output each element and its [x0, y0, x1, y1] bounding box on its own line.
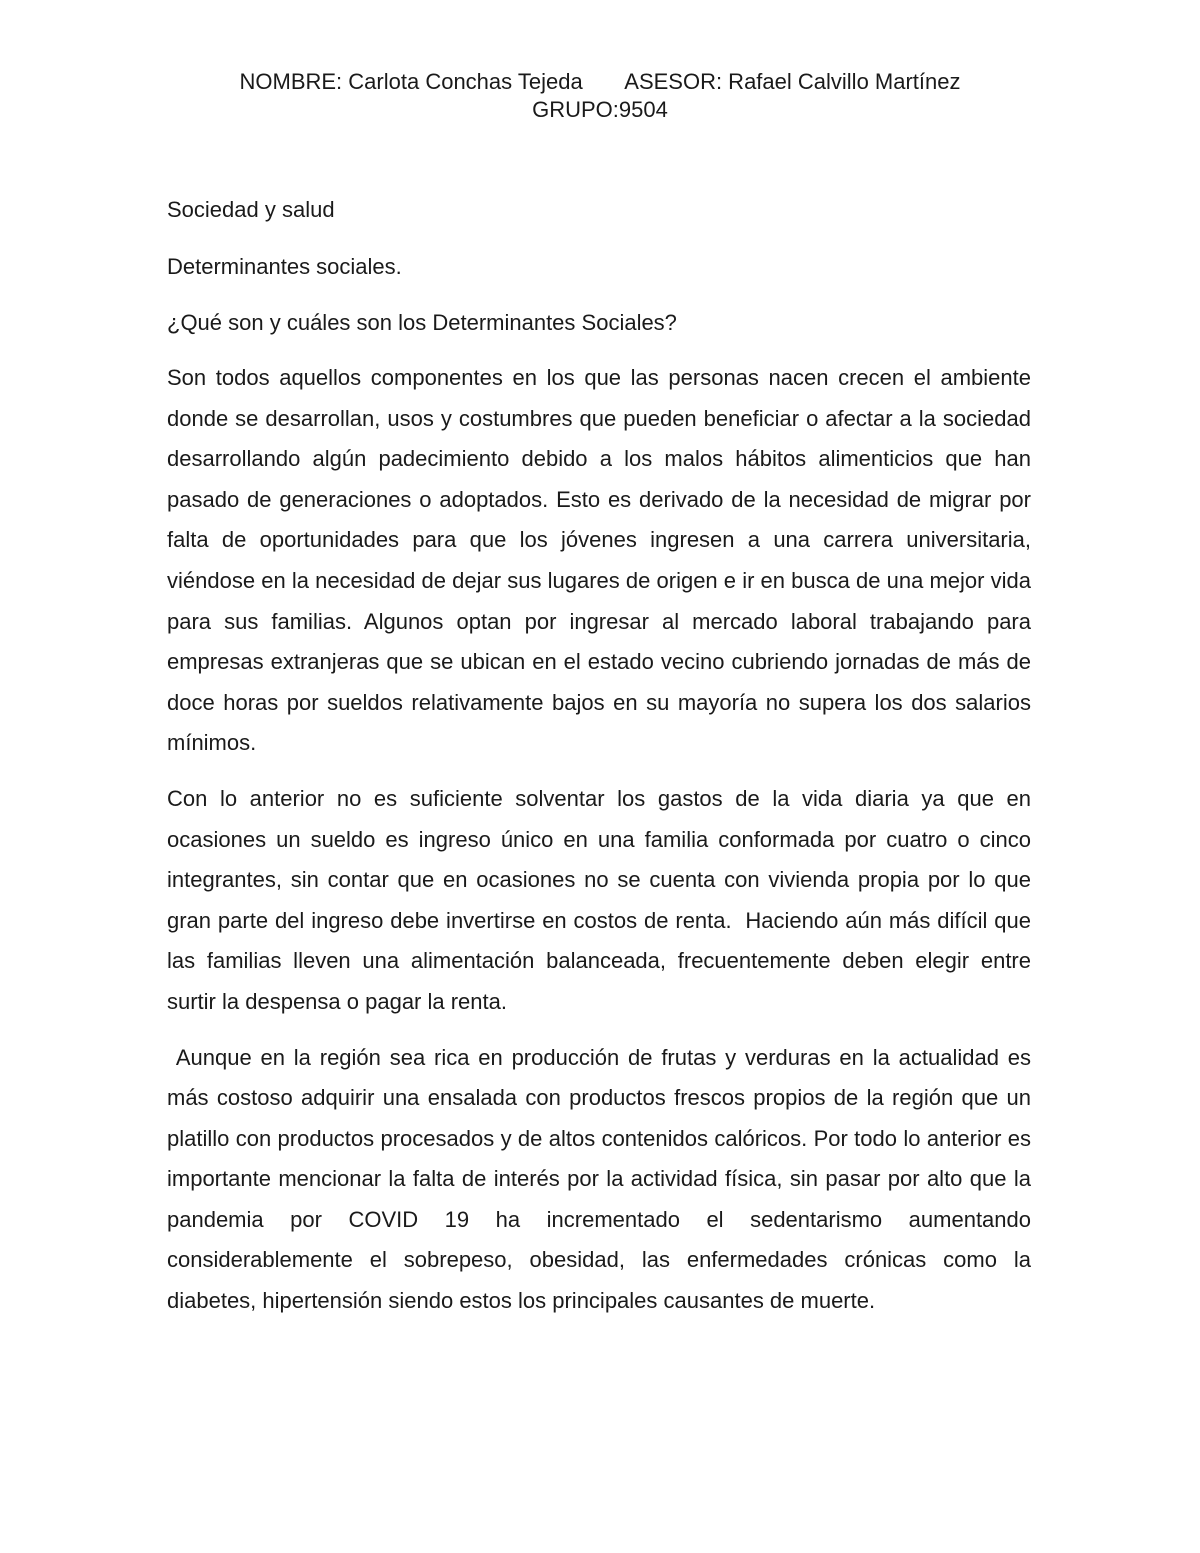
header-name-advisor: NOMBRE: Carlota Conchas Tejeda ASESOR: Rafael Calvillo Martínez [239, 69, 961, 94]
document-body [167, 193, 1038, 1337]
paragraph-2: Con lo anterior no es suficiente solventar los gastos de la vida diaria ya que en ocasiones un sueldo es ingreso único en una familia conformada por cuatro o cinco integrantes, sin contar que en ocasiones no se cuenta con vivienda propia por lo que gran parte del ingreso debe invertirse en costos de renta. Haciendo aún más difícil que las familias lleven una alimentación balanceada, frecuentemente deben elegir entre surtir la despensa o pagar la renta. [167, 785, 1038, 1014]
document-title: Sociedad y salud [167, 197, 335, 222]
document-question: ¿Qué son y cuáles son los Determinantes Sociales? [167, 310, 677, 335]
paragraph-3: Aunque en la región sea rica en producción de frutas y verduras en la actualidad es más costoso adquirir una ensalada con productos frescos propios de la región que un platillo con productos procesados y de altos contenidos calóricos. Por todo lo anterior es importante mencionar la falta de interés por la actividad física, sin pasar por alto que la pandemia por COVID 19 ha incrementado el sedentarismo aumentando considerablemente el sobrepeso, obesidad, las enfermedades crónicas como la diabetes, hipertensión siendo estos los principales causantes de muerte. [167, 1044, 1038, 1314]
document-header [0, 68, 1200, 124]
document-subtitle: Determinantes sociales. [167, 254, 402, 279]
paragraph-1: Son todos aquellos componentes en los que las personas nacen crecen el ambiente donde se desarrollan, usos y costumbres que pueden beneficiar o afectar a la sociedad desarrollando algún padecimiento debido a los malos hábitos alimenticios que han pasado de generaciones o adoptados. Esto es derivado de la necesidad de migrar por falta de oportunidades para que los jóvenes ingresen a una carrera universitaria, viéndose en la necesidad de dejar sus lugares de origen e ir en busca de una mejor vida para sus familias. Algunos optan por ingresar al mercado laboral trabajando para empresas extranjeras que se ubican en el estado vecino cubriendo jornadas de más de doce horas por sueldos relativamente bajos en su mayoría no supera los dos salarios mínimos. [167, 365, 1038, 756]
header-group: GRUPO:9504 [532, 97, 668, 122]
